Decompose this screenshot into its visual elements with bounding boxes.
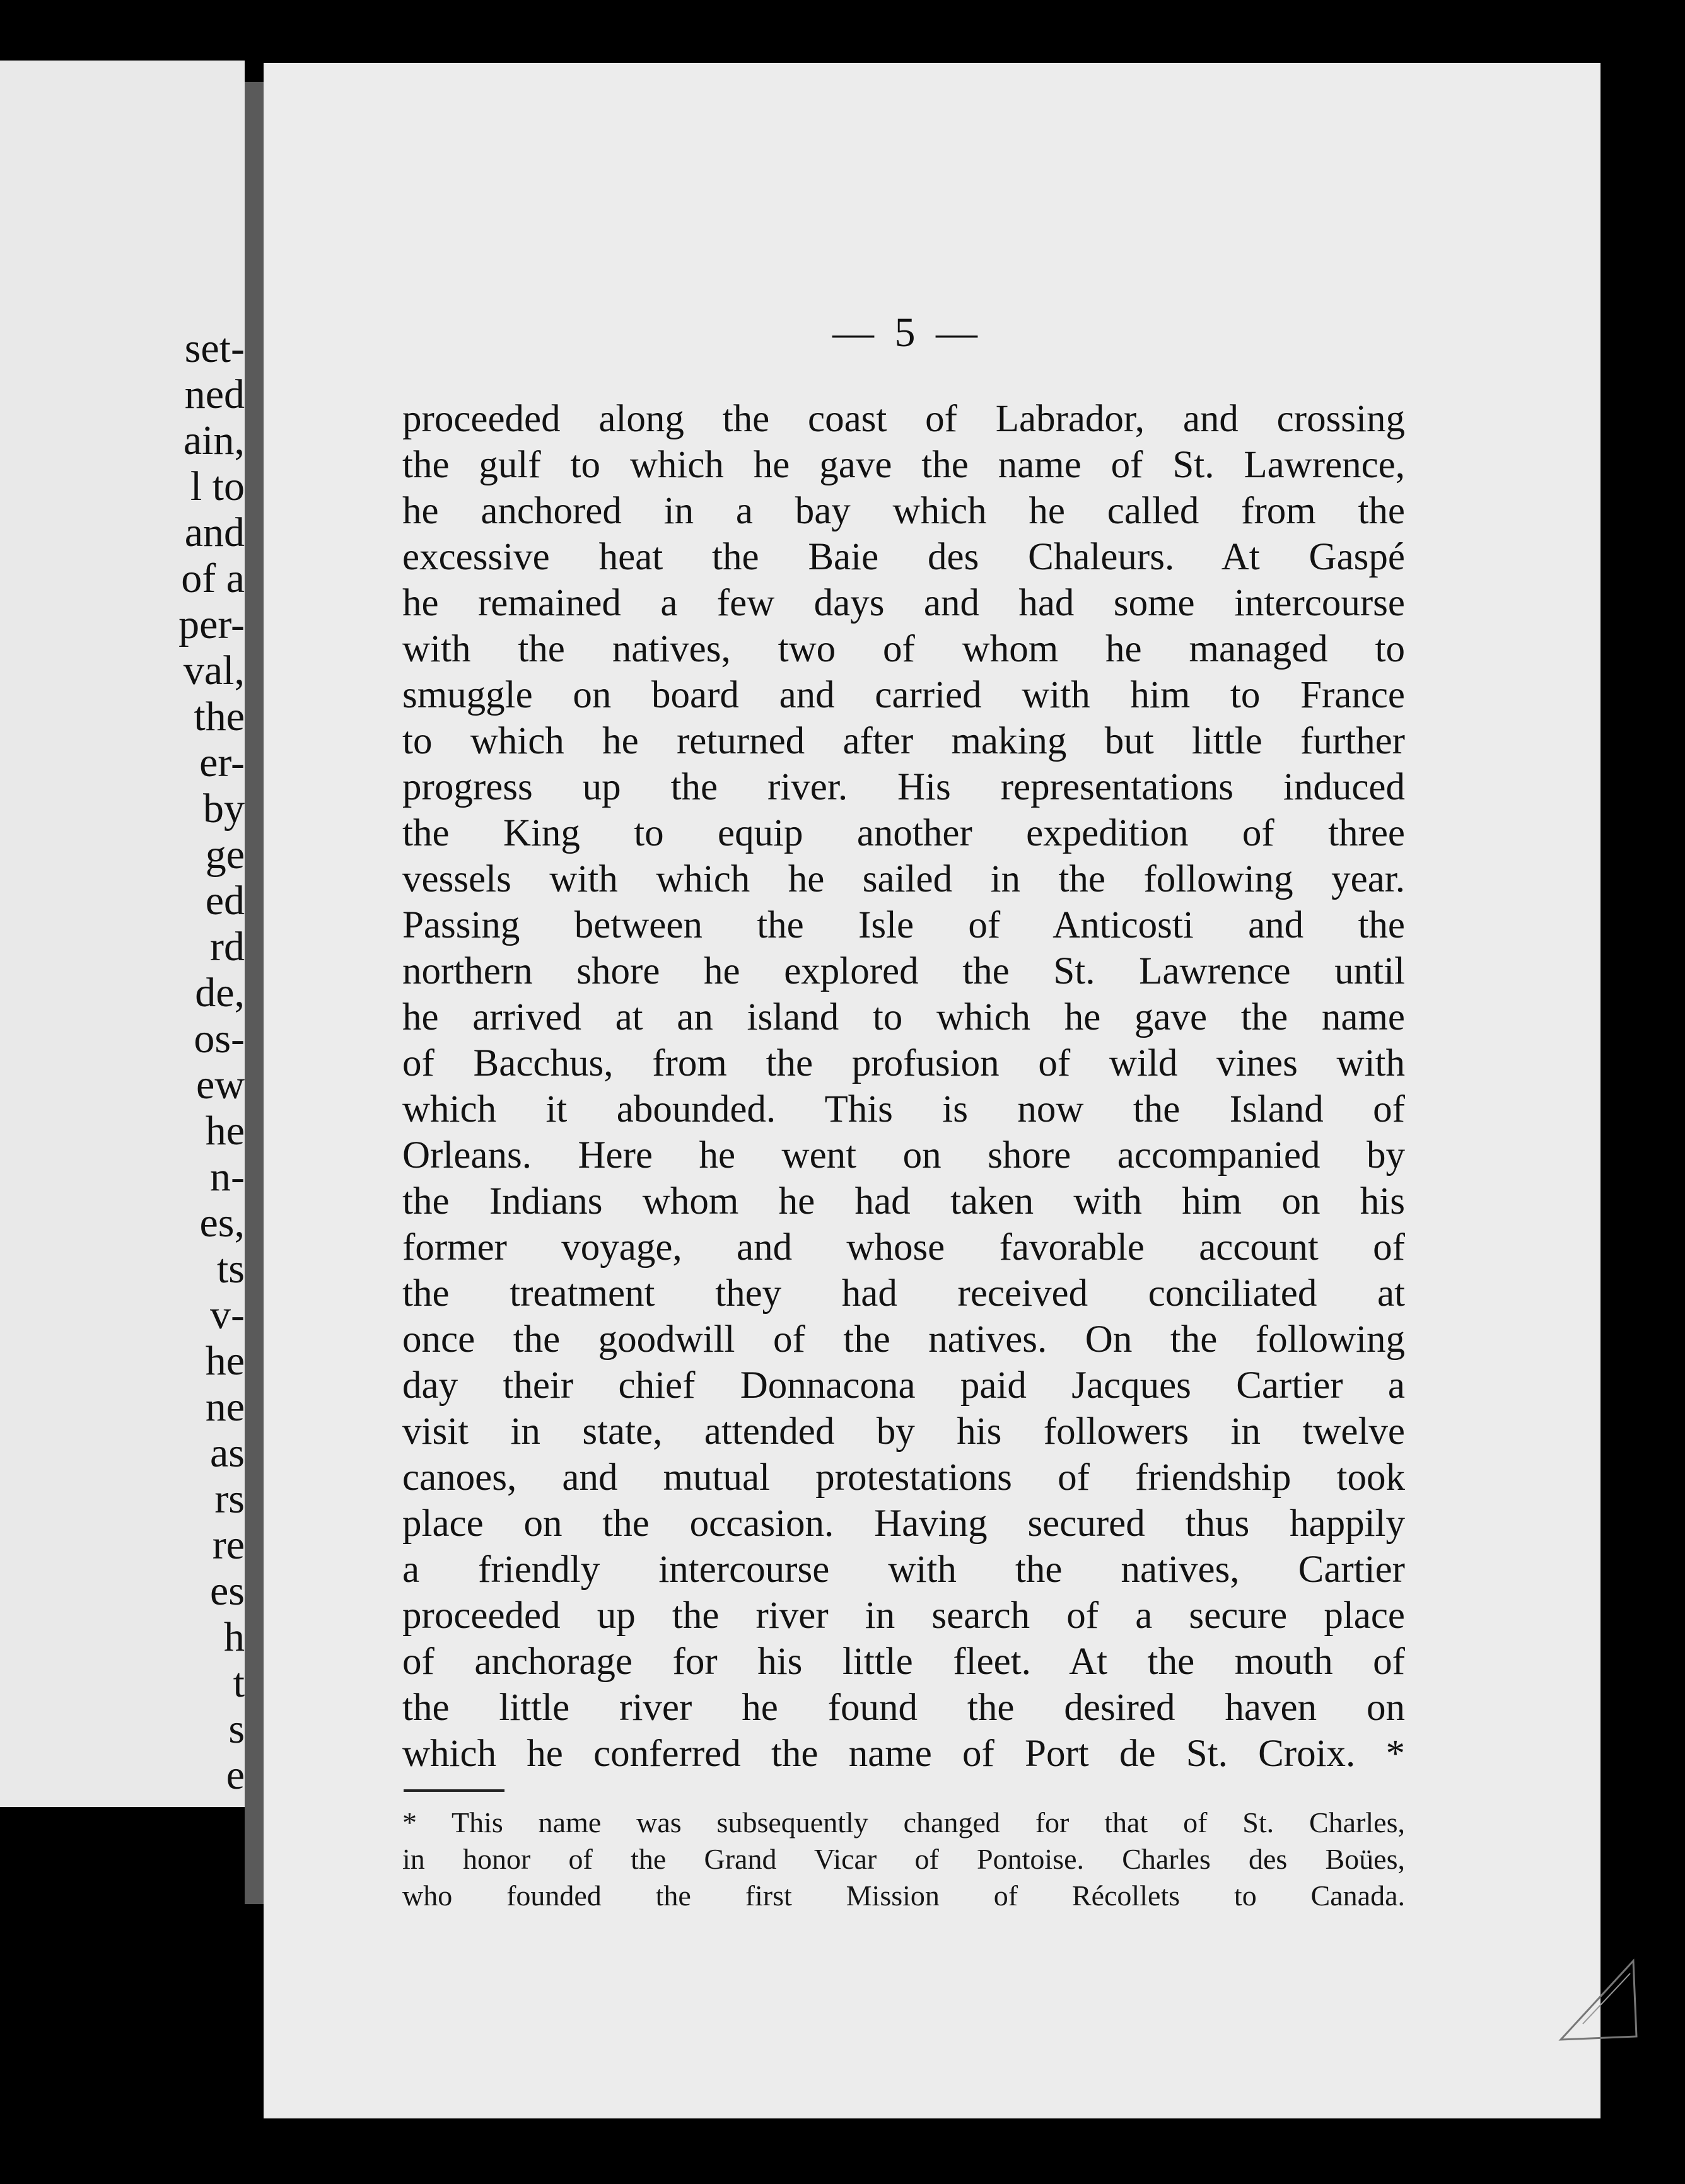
page-number: — 5 — bbox=[832, 310, 982, 356]
text-line: with the natives, two of whom he managed to bbox=[402, 628, 1405, 670]
left-fragment: of a bbox=[181, 555, 245, 601]
left-fragment: e bbox=[226, 1752, 245, 1798]
text-line: smuggle on board and carried with him to France bbox=[402, 674, 1405, 716]
left-fragment: the bbox=[194, 694, 245, 740]
left-fragment: as bbox=[210, 1430, 245, 1476]
left-fragment: s bbox=[228, 1706, 245, 1752]
left-fragment: he bbox=[205, 1338, 245, 1384]
text-line: proceeded along the coast of Labrador, and crossing bbox=[402, 398, 1405, 440]
text-line: day their chief Donnacona paid Jacques Cartier a bbox=[402, 1364, 1405, 1407]
left-fragment: v- bbox=[210, 1292, 245, 1338]
left-page bbox=[0, 61, 245, 1807]
left-fragment: he bbox=[205, 1108, 245, 1154]
left-fragment: es, bbox=[199, 1200, 245, 1246]
footnote-rule bbox=[404, 1789, 504, 1792]
left-fragment: ain, bbox=[183, 417, 245, 463]
text-line: the gulf to which he gave the name of St. Lawrence, bbox=[402, 444, 1405, 486]
left-fragment: rd bbox=[210, 924, 245, 970]
text-line: Orleans. Here he went on shore accompanied by bbox=[402, 1134, 1405, 1176]
text-line: visit in state, attended by his followers in twelve bbox=[402, 1410, 1405, 1453]
text-line: place on the occasion. Having secured thus happily bbox=[402, 1502, 1405, 1545]
left-fragment: per- bbox=[178, 601, 245, 648]
book-gutter bbox=[245, 82, 264, 1904]
text-line: he remained a few days and had some intercourse bbox=[402, 582, 1405, 624]
text-line: he arrived at an island to which he gave the name bbox=[402, 996, 1405, 1038]
left-fragment: and bbox=[184, 509, 245, 555]
text-line: the treatment they had received conciliated at bbox=[402, 1272, 1405, 1315]
text-line: he anchored in a bay which he called from the bbox=[402, 490, 1405, 532]
text-line: progress up the river. His representations induced bbox=[402, 766, 1405, 808]
page-corner-fold bbox=[1558, 1948, 1640, 2043]
text-line: which it abounded. This is now the Island of bbox=[402, 1088, 1405, 1130]
text-line: the Indians whom he had taken with him on his bbox=[402, 1180, 1405, 1223]
left-fragment: ned bbox=[184, 371, 245, 417]
left-fragment: ed bbox=[205, 878, 245, 924]
footnote bbox=[402, 1804, 1405, 1914]
left-fragment: ne bbox=[205, 1384, 245, 1430]
left-fragment: l to bbox=[190, 463, 245, 509]
text-line: once the goodwill of the natives. On the following bbox=[402, 1318, 1405, 1361]
left-fragment: ge bbox=[205, 832, 245, 878]
text-line: excessive heat the Baie des Chaleurs. At Gaspé bbox=[402, 536, 1405, 578]
left-fragment: t bbox=[233, 1660, 245, 1706]
footnote-line: * This name was subsequently changed for that of St. Charles, bbox=[402, 1806, 1405, 1838]
left-fragment: by bbox=[203, 786, 245, 832]
text-line: the little river he found the desired haven on bbox=[402, 1687, 1405, 1729]
left-fragment: n- bbox=[210, 1154, 245, 1200]
text-line: Passing between the Isle of Anticosti and the bbox=[402, 904, 1405, 946]
left-page-text bbox=[178, 325, 245, 1798]
left-fragment: os- bbox=[194, 1016, 245, 1062]
left-fragment: es bbox=[210, 1568, 245, 1614]
left-fragment: rs bbox=[214, 1476, 245, 1522]
text-line: proceeded up the river in search of a secure place bbox=[402, 1594, 1405, 1637]
left-fragment: h bbox=[224, 1614, 245, 1660]
footnote-line: in honor of the Grand Vicar of Pontoise. Charles des Boües, bbox=[402, 1843, 1405, 1875]
left-fragment: ts bbox=[216, 1246, 245, 1292]
text-line: the King to equip another expedition of three bbox=[402, 812, 1405, 854]
text-line: to which he returned after making but little further bbox=[402, 720, 1405, 762]
left-fragment: re bbox=[212, 1522, 245, 1568]
footnote-line: who founded the first Mission of Récollets to Canada. bbox=[402, 1879, 1405, 1912]
text-line: of anchorage for his little fleet. At the mouth of bbox=[402, 1641, 1405, 1683]
left-fragment: er- bbox=[199, 740, 245, 786]
left-fragment: ew bbox=[196, 1062, 245, 1108]
body-text bbox=[402, 396, 1405, 1777]
text-line: which he conferred the name of Port de St. Croix. * bbox=[402, 1733, 1405, 1775]
left-fragment: de, bbox=[195, 970, 245, 1016]
left-fragment: val, bbox=[183, 648, 245, 694]
text-line: former voyage, and whose favorable account of bbox=[402, 1226, 1405, 1269]
text-line: vessels with which he sailed in the following year. bbox=[402, 858, 1405, 900]
left-fragment: set- bbox=[184, 325, 245, 371]
text-line: northern shore he explored the St. Lawrence until bbox=[402, 950, 1405, 992]
text-line: a friendly intercourse with the natives, Cartier bbox=[402, 1548, 1405, 1591]
text-line: canoes, and mutual protestations of friendship took bbox=[402, 1456, 1405, 1499]
text-line: of Bacchus, from the profusion of wild vines with bbox=[402, 1042, 1405, 1084]
